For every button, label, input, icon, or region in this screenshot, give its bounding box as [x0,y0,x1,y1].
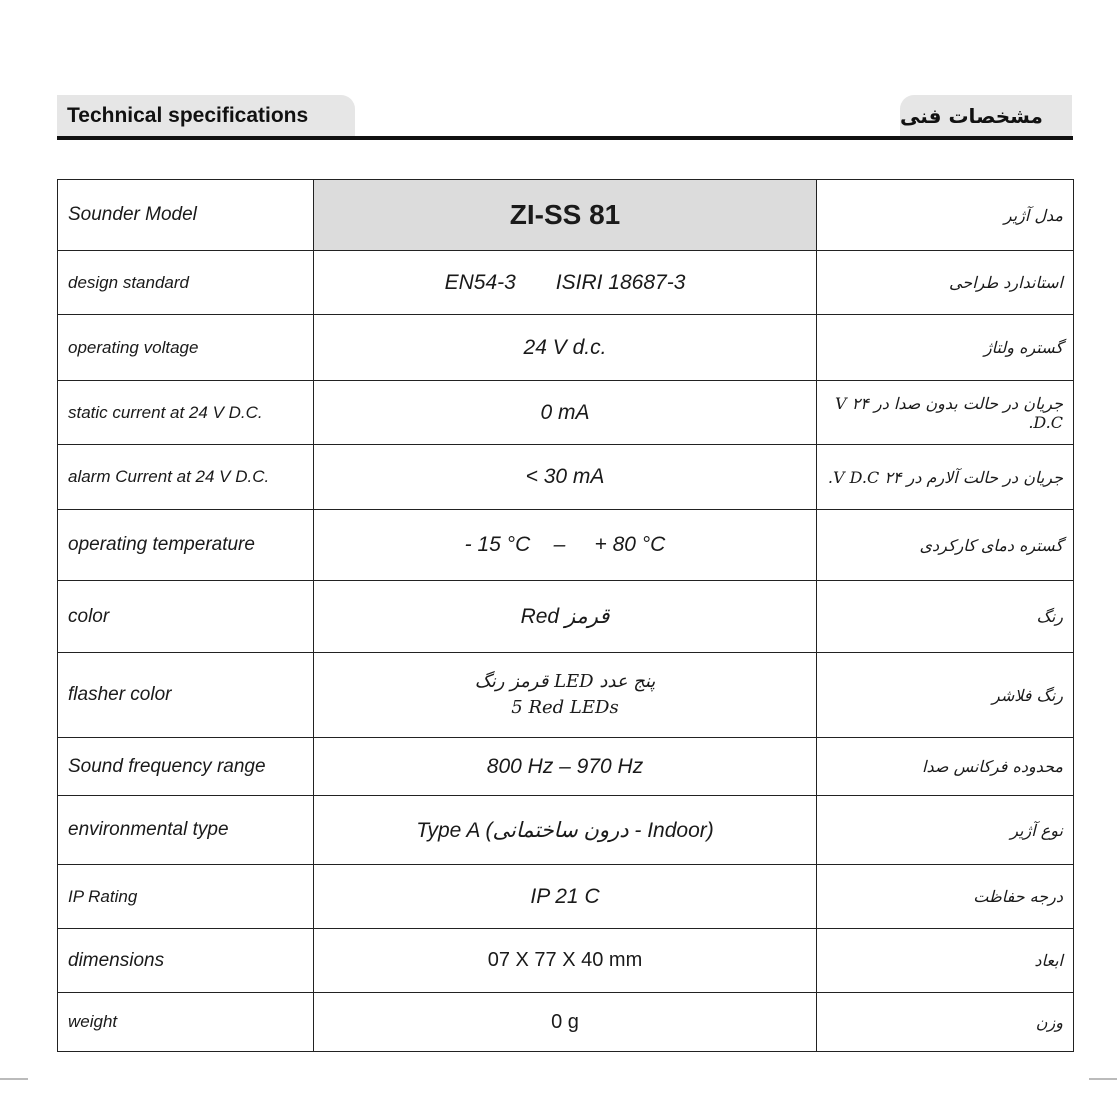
specifications-table [57,179,1074,1052]
page-edge-mark-right [1089,1078,1117,1080]
table-row-ip-rating [58,865,1074,929]
label-en-operating-voltage: operating voltage [58,315,314,381]
table-row-design-standard [58,251,1074,315]
label-fa-static-current: جریان در حالت بدون صدا در ۲۴ V D.C. [817,381,1074,445]
label-en-dimensions: dimensions [58,929,314,993]
label-fa-sound-frequency: محدوده فرکانس صدا [817,738,1074,796]
value-design-standard-2: ISIRI 18687-3 [555,270,686,294]
label-fa-environmental-type: نوع آژیر [817,796,1074,865]
label-en-color: color [58,581,314,653]
label-en-design-standard: design standard [58,251,314,315]
value-color [314,581,817,653]
label-en-operating-temperature: operating temperature [58,510,314,581]
value-alarm-current: < 30 mA [314,445,817,510]
value-dimensions: 07 X 77 X 40 mm [314,929,817,993]
label-en-model: Sounder Model [58,180,314,251]
label-en-environmental-type: environmental type [58,796,314,865]
table-row-alarm-current [58,445,1074,510]
section-title-english: Technical specifications [57,95,355,137]
label-en-sound-frequency: Sound frequency range [58,738,314,796]
value-color-text: قرمز Red [520,605,610,628]
page-edge-mark-left [0,1078,28,1080]
table-row-static-current [58,381,1074,445]
value-model: ZI-SS 81 [314,180,817,251]
table-row-operating-voltage [58,315,1074,381]
value-weight: 0 g [314,993,817,1052]
label-fa-design-standard: استاندارد طراحی [817,251,1074,315]
value-ip-rating: IP 21 C [314,865,817,929]
table-row-model [58,180,1074,251]
label-fa-operating-voltage: گستره ولتاژ [817,315,1074,381]
header-rule [57,136,1073,140]
value-design-standard [314,251,817,315]
value-flasher-color-en: 5 Red LEDs [511,697,619,718]
label-fa-operating-temperature: گستره دمای کارکردی [817,510,1074,581]
label-fa-alarm-current: جریان در حالت آلارم در ۲۴ V D.C. [817,445,1074,510]
table-row-environmental-type [58,796,1074,865]
table-row-weight [58,993,1074,1052]
table-row-color [58,581,1074,653]
label-fa-model: مدل آژیر [817,180,1074,251]
value-sound-frequency: 800 Hz – 970 Hz [314,738,817,796]
value-temperature-min: - 15 °C [464,533,531,556]
label-fa-flasher-color: رنگ فلاشر [817,653,1074,738]
label-en-flasher-color: flasher color [58,653,314,738]
label-fa-weight: وزن [817,993,1074,1052]
label-en-static-current: static current at 24 V D.C. [58,381,314,445]
label-fa-ip-rating: درجه حفاظت [817,865,1074,929]
value-temperature-max: + 80 °C [594,533,666,556]
value-operating-temperature [314,510,817,581]
table-row-operating-temperature [58,510,1074,581]
table-row-flasher-color [58,653,1074,738]
section-title-persian: مشخصات فنی [900,95,1072,137]
value-static-current: 0 mA [314,381,817,445]
label-en-ip-rating: IP Rating [58,865,314,929]
label-en-weight: weight [58,993,314,1052]
label-fa-dimensions: ابعاد [817,929,1074,993]
value-flasher-color [314,653,817,738]
value-flasher-color-fa: پنج عدد LED قرمز رنگ [474,671,656,692]
value-design-standard-1: EN54-3 [444,270,516,294]
table-row-sound-frequency [58,738,1074,796]
label-en-alarm-current: alarm Current at 24 V D.C. [58,445,314,510]
value-environmental-type-text: Type A (درون ساختمانی - Indoor) [416,818,714,842]
value-operating-voltage: 24 V d.c. [314,315,817,381]
label-fa-color: رنگ [817,581,1074,653]
value-environmental-type [314,796,817,865]
value-temperature-dash: – [553,533,566,556]
table-row-dimensions [58,929,1074,993]
